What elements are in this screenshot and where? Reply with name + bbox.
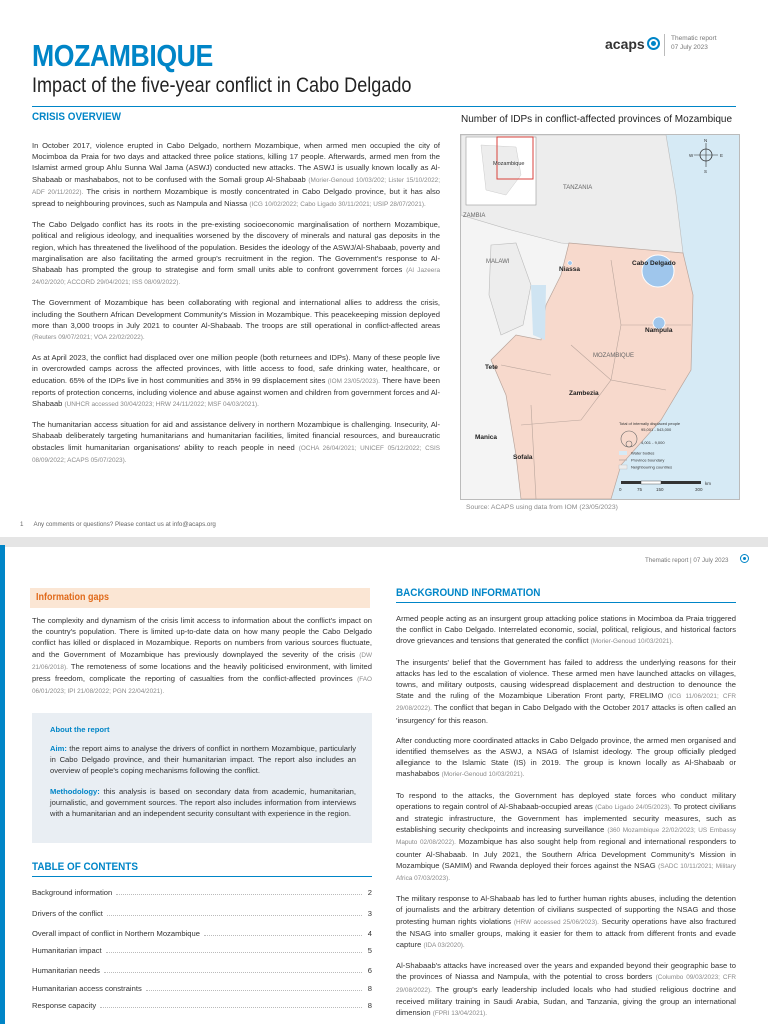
- svg-text:km: km: [705, 481, 711, 486]
- report-type: Thematic report: [671, 35, 717, 42]
- province-label: Nampula: [645, 327, 673, 334]
- svg-text:4,001 - 9,000: 4,001 - 9,000: [641, 440, 665, 445]
- province-label: Zambezia: [569, 390, 599, 397]
- map-title: Number of IDPs in conflict-affected provinces of Mozambique: [461, 114, 733, 125]
- crisis-paragraph: The Cabo Delgado conflict has its roots in the pre-existing socioeconomic marginalisation of northern Mozambique, political and religious ideology, and inequalities worsened by the discovery of minerals and natural gas deposits in the region, which has threatened the livelihood of the population. Besides the ideology of the ASWJ/Al-Shabaab, poverty and marginalisation are also facilitating the armed group's recruitment in the region. The Government's response to Al-Shabaab has prompted the group to strategise and form small units able to confront government forces (Al Jazeera 24/02/2020; ACCORD 29/04/2021; ISS 08/09/2022).: [32, 220, 440, 287]
- svg-text:E: E: [720, 153, 724, 158]
- country-label: TANZANIA: [563, 185, 593, 191]
- svg-text:S: S: [704, 169, 708, 174]
- svg-text:N: N: [704, 138, 708, 143]
- background-paragraph: Al-Shabaab's attacks have increased over the years and expanded beyond their geographic base to the provinces of Niassa and Nampula, with the potential to cross borders (Columbo 09/03/2023; CFR 29/08/2022). The group's early leadership included locals who had studied religious doctrine and received military training in Saudi Arabia, Sudan, and Tanzania, giving the group an international dimension (FPRI 13/04/2021).: [396, 961, 736, 1018]
- bubble-niassa: [568, 261, 572, 265]
- background-paragraph: The military response to Al-Shabaab has led to further human rights abuses, including the detention of journalists and the arbitrary detention of civilians suspected of supporting the NSAG and those protesting human rights violations (HRW accessed 25/06/2023). Security operations have also fractured the NSAG into smaller groups, making it easier for them to attack from different fronts and evade capture (IDA 03/2020).: [396, 894, 737, 950]
- page-break: [0, 537, 768, 547]
- map-source: Source: ACAPS using data from IOM (23/05/2023): [466, 504, 618, 511]
- province-label: Sofala: [513, 454, 533, 461]
- province-label: Manica: [475, 434, 498, 441]
- country-label: MOZAMBIQUE: [593, 353, 635, 359]
- svg-text:300: 300: [695, 487, 703, 492]
- background-rule: [396, 602, 736, 603]
- svg-text:95,001 - 543,000: 95,001 - 543,000: [641, 427, 672, 432]
- page-header-meta: Thematic report | 07 July 2023: [645, 557, 729, 564]
- page-number: 1: [20, 521, 24, 528]
- header-rule: [32, 106, 736, 107]
- svg-text:0: 0: [619, 487, 622, 492]
- toc-item[interactable]: Humanitarian needs 6: [32, 966, 372, 975]
- svg-text:W: W: [689, 153, 694, 158]
- information-gaps-text: The complexity and dynamism of the crisis limit access to information about the conflict's impact on the country's population. There is limited up-to-date data on how many people the Cabo Delgado conflict has killed or displaced in Mozambique. Reports on numbers from various sources fluctuate, and the Government of Mozambique has previously downplayed the severity of the crisis (DW 21/06/2018). The remoteness of some locations and the heavily politicised environment, with limited press freedom, complicate the reporting of casualties from the conflict-affected provinces (FAO 06/01/2023; IPI 21/08/2022; PGN 22/04/2021).: [32, 616, 372, 696]
- crisis-paragraph: As at April 2023, the conflict had displaced over one million people (both returnees and IDPs). Many of these people live in overcrowded camps across the affected provinces, with little access to food, safe drinking water, healthcare, or education. 65% of the IDPs live in host communities and 35% in 99 displacement sites (IOM 23/05/2023). There have been reports of protection concerns, including violence and abuse against women and children from government forces and Al-Shabaab (UNHCR accessed 30/04/2023; HRW 24/11/2022; MSF 04/03/2021).: [32, 353, 440, 409]
- svg-text:150: 150: [656, 487, 664, 492]
- target-icon: [647, 37, 660, 50]
- crisis-overview-heading: CRISIS OVERVIEW: [32, 111, 121, 123]
- crisis-paragraph: The humanitarian access situation for aid and assistance delivery in northern Mozambique is challenging. Insecurity, Al-Shabaab deliberately targeting humanitarians and humanitarian facilities, limited financial resources, and bureaucratic obstacles limit humanitarian organisations' ability to reach people in need (OCHA 26/04/2021; UNICEF 05/12/2022; CSIS 08/09/2022; ACAPS 05/07/2023).: [32, 420, 440, 464]
- background-paragraph: After conducting more coordinated attacks in Cabo Delgado province, the armed men organised and identified themselves as the ASWJ, a NSAG of Islamist ideology. The group officially pledged allegiance to the Islamic State (IS) in 2019. The group is known locally as Al-Shabaab or mashababos (Morier-Genoud 10/03/2021).: [396, 735, 736, 779]
- background-paragraph: Armed people acting as an insurgent group attacking police stations in Mocimboa da Praia triggered the conflict in Cabo Delgado. Interrelated economic, social, political, religious, and historical factors drove grievances and tensions that generated the conflict (Morier-Genoud 10/03/2021).: [396, 614, 736, 646]
- toc-item[interactable]: Humanitarian impact 5: [32, 946, 372, 955]
- divider: [664, 34, 665, 56]
- information-gaps-heading: Information gaps: [36, 592, 110, 603]
- province-label: Niassa: [559, 266, 580, 273]
- province-label: Cabo Delgado: [632, 260, 676, 267]
- inset-label: Mozambique: [493, 161, 525, 167]
- svg-text:Total of internally displaced: Total of internally displaced people: [619, 421, 681, 426]
- toc-rule: [32, 876, 372, 877]
- toc-item[interactable]: Response capacity 8: [32, 1001, 372, 1010]
- about-aim: Aim: the report aims to analyse the drivers of conflict in northern Mozambique, particularly in Cabo Delgado province, and their humanitarian impact. The report also includes an overview of people's coping mechanisms following the conflict.: [50, 744, 356, 776]
- svg-text:Neighbouring countries: Neighbouring countries: [631, 464, 673, 470]
- page-subtitle: Impact of the five-year conflict in Cabo Delgado: [32, 74, 412, 97]
- svg-text:75: 75: [637, 487, 643, 492]
- target-icon: [740, 554, 749, 563]
- toc-heading: TABLE OF CONTENTS: [32, 861, 138, 873]
- background-paragraph: The insurgents' belief that the Government has failed to address the underlying reasons for their attacks has led to the escalation of violence. These armed men have launched attacks on villages, towns, and military outposts, causing widespread displacement and destruction to denounce the State and the ruling of the Mozambique Liberation Front party, FRELIMO (ICG 11/06/2021; CFR 29/08/2022). The conflict that began in Cabo Delgado with the October 2017 attacks is often called an 'insurgency' for this reason.: [396, 657, 736, 725]
- toc-item[interactable]: Background information 2: [32, 888, 372, 897]
- crisis-overview-body: [32, 140, 440, 475]
- country-label: MALAWI: [486, 259, 510, 265]
- background-paragraph: To respond to the attacks, the Government has deployed state forces who conduct military operations to regain control of Al-Shabaab-occupied areas (Cabo Ligado 24/05/2023). To protect civilians and strategic infrastructure, the Government has implemented security measures, such as establishing security checkpoints and increasing surveillance (360 Mozambique 22/02/2023; US Embassy Maputo 02/08/2022). Mozambique has also sought help from regional and international responders to counter Al-Shabaab. In July 2021, the Southern Africa Development Community's Mission in Mozambique (SAMIM) and Rwanda deployed their forces against the NSAG (SADC 10/11/2021; Military Africa 07/03/2023).: [396, 790, 736, 883]
- about-report-heading: About the report: [50, 725, 110, 734]
- footnote: [20, 521, 226, 528]
- crisis-paragraph: The Government of Mozambique has been collaborating with regional and international allies to address the crisis, including the Southern African Development Community's Mission in Mozambique. This peacekeeping mission deployed more than 3,000 troops in July 2021 to counter Al-Shabaab. The troops are still operational in conflict-affected areas (Reuters 09/07/2021; VOA 22/02/2022).: [32, 298, 440, 342]
- country-label: ZAMBIA: [463, 213, 486, 219]
- report-meta: [671, 34, 717, 52]
- acaps-logo: acaps: [605, 36, 660, 52]
- about-methodology: Methodology: this analysis is based on secondary data from academic, humanitarian, journalistic, and government sources. The report also includes information from interviews with a humanitarian and an independent security consultant with experience in the region.: [50, 787, 356, 819]
- toc-item[interactable]: Overall impact of conflict in Northern Mozambique 4: [32, 929, 372, 938]
- page-accent-bar: [0, 545, 5, 1024]
- idp-map: [460, 134, 740, 500]
- page-title: MOZAMBIQUE: [32, 38, 213, 73]
- toc-item[interactable]: Drivers of the conflict 3: [32, 909, 372, 918]
- toc-item[interactable]: Humanitarian access constraints 8: [32, 984, 372, 993]
- province-label: Tete: [485, 364, 498, 371]
- background-body: [396, 613, 736, 1028]
- svg-text:Water bodies: Water bodies: [631, 450, 655, 456]
- contact-text: Any comments or questions? Please contact us at info@acaps.org: [33, 521, 216, 528]
- report-date: 07 July 2023: [671, 44, 708, 51]
- crisis-paragraph: In October 2017, violence erupted in Cabo Delgado, northern Mozambique, when armed men occupied the city of Mocimboa da Praia for two days and attacked three police stations, killing 17 people. Afterwards, armed men from the Islamist armed group Ahlu Sunna Wal Jama (ASWJ) conducted new attacks. The ASWJ is usually known locally as Al-Shabaab or mashababos, not to be confused with the Somali group Al-Shabaab (Morier-Genoud 10/03/202; Lister 15/10/2022; ADF 20/11/2022). The crisis in northern Mozambique is mostly concentrated in Cabo Delgado province, but it has also spread to neighbouring provinces, such as Nampula and Niassa (ICG 10/02/2022; Cabo Ligado 30/11/2021; USIP 28/07/2021).: [32, 141, 441, 209]
- svg-text:Province boundary: Province boundary: [631, 457, 665, 463]
- background-heading: BACKGROUND INFORMATION: [396, 587, 541, 599]
